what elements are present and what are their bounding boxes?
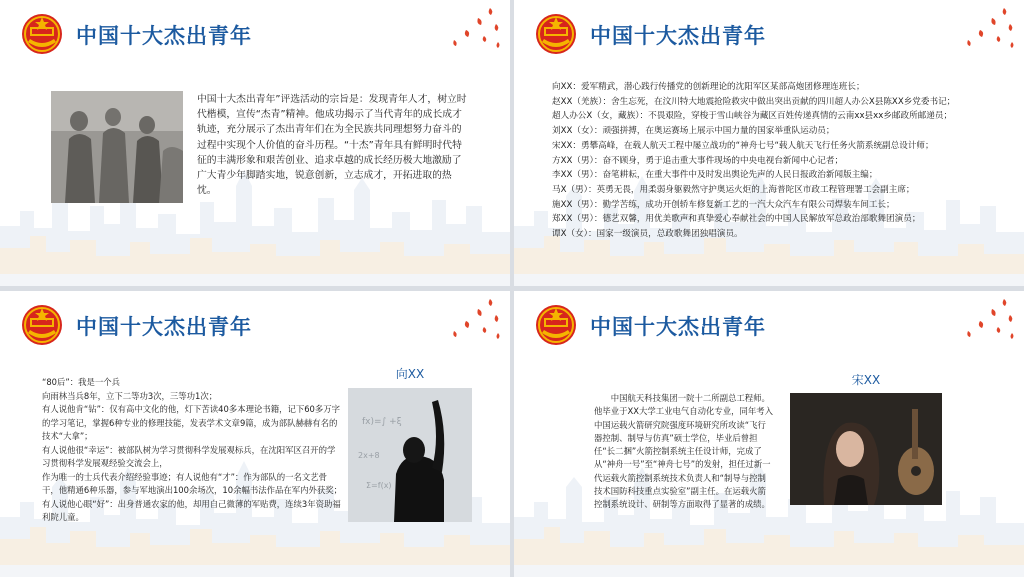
youth-league-emblem-icon	[534, 303, 578, 347]
list-item: 赵XX（羌族）：舍生忘死，在汶川特大地震抢险救灾中做出突出贡献的四川超人办公X县陈XX乡党委书记；	[552, 96, 956, 107]
maple-leaves-icon	[438, 295, 502, 343]
description-line: 作为唯一的士兵代表介绍经验事迹；有人说他有“才”：作为部队的一名文艺骨干，他精通6种乐器，参与军地演出100余场次，10余幅书法作品在军内外获奖；有人说他心眼“好”：出身普通农家的他，却用自己微薄的军贴费，连续3年资助福利院儿童。	[42, 471, 342, 522]
list-item: 马X（男）：英勇无畏，用柔弱身躯毅然守护奥运火炬的上海普陀区市政工程管理署工会副主席；	[552, 184, 915, 195]
intro-paragraph: 中国十大杰出青年”评选活动的宗旨是：发现青年人才，树立时代楷模，宣传“杰青”精神。他成功揭示了当代青年的成长成才轨迹，充分展示了杰出青年们在为全民族共同理想努力奋斗的过程中实现个人价值的奋斗历程。“十杰”青年具有鲜明时代特征的丰满形象和艰苦创业、追求卓越的成长经历极大地激励了广大青少年脚踏实地，锐意创新，立志成才，开拓进取的热忱。	[197, 94, 467, 197]
list-item: 郑XX（男）：德艺双馨，用优美歌声和真挚爱心奉献社会的中国人民解放军总政治部歌舞团演员；	[552, 214, 921, 225]
list-item: 向XX：爱军精武，潜心践行传播党的创新理论的沈阳军区某部高炮团修理连班长；	[552, 82, 865, 92]
slide-title: 中国十大杰出青年	[590, 24, 766, 48]
slide-title: 中国十大杰出青年	[76, 315, 252, 339]
slide-title: 中国十大杰出青年	[76, 24, 252, 48]
slide-2[interactable]	[514, 0, 1024, 286]
honoree-name: 向XX	[395, 367, 425, 381]
list-item: 谭X（女）：国家一级演员，总政歌舞团独唱演员。	[552, 229, 743, 240]
honoree-list	[552, 80, 992, 242]
slide-3[interactable]	[0, 291, 510, 577]
description-line: 向雨林当兵8年，立下二等功3次，三等功1次；	[42, 390, 218, 401]
svg-text:2x+8: 2x+8	[358, 451, 380, 460]
slide-1[interactable]	[0, 0, 510, 286]
description-line: 有人说他很“幸运”：被部队树为学习贯彻科学发展观标兵，在沈阳军区召开的学习贯彻科学发展观经验交流会上，	[42, 444, 336, 468]
list-item: 刘XX（女）：顽强拼搏，在奥运赛场上展示中国力量的国家举重队运动员；	[552, 126, 835, 137]
svg-text:fx)=∫ +ξ: fx)=∫ +ξ	[362, 417, 402, 427]
description-line: 有人说他肯“钻”：仅有高中文化的他，灯下苦读40多本理论书籍，记下60多万字的学习笔记，掌握6种专业的修理技能，发表学术文章9篇，成为部队赫赫有名的技术“大拿”；	[42, 404, 340, 441]
list-item: 李XX（男）：奋笔耕耘，在重大事件中及时发出舆论先声的人民日报政治新闻版主编；	[552, 170, 878, 181]
description-line: “80后”：我是一个兵	[42, 377, 120, 387]
list-item: 超人办公X（女，藏族）：不畏艰险，穿梭于雪山峡谷为藏区百姓传递真情的云南xx县xx乡邮政所邮递员；	[552, 111, 953, 122]
list-item: 宋XX：勇攀高峰，在载人航天工程中屡立战功的“神舟七号“载人航天飞行任务火箭系统副总设计师；	[552, 140, 934, 151]
list-item: 施XX（男）：勤学苦练，成功开创轿车修复新工艺的一汽大众汽车有限公司焊装车间工长；	[552, 199, 895, 210]
maple-leaves-icon	[952, 4, 1016, 52]
honoree-description	[42, 376, 342, 525]
slide-title: 中国十大杰出青年	[590, 315, 766, 339]
youth-league-emblem-icon	[534, 12, 578, 56]
honoree-name: 宋XX	[851, 373, 881, 387]
portrait-photo	[348, 388, 472, 522]
maple-leaves-icon	[952, 295, 1016, 343]
list-item: 方XX（男）：奋不顾身，勇于追击重大事件现场的中央电视台新闻中心记者；	[552, 155, 844, 166]
slide-4[interactable]	[514, 291, 1024, 577]
portrait-photo	[790, 393, 942, 505]
sculpture-photo	[51, 91, 183, 203]
svg-text:Σ=f(x): Σ=f(x)	[366, 481, 392, 490]
youth-league-emblem-icon	[20, 303, 64, 347]
maple-leaves-icon	[438, 4, 502, 52]
youth-league-emblem-icon	[20, 12, 64, 56]
honoree-description: 中国航天科技集团一院十二所副总工程师。他毕业于XX大学工业电气自动化专业，同年考入中国运载火箭研究院强度环境研究所攻读“飞行器控制、制导与仿真”硕士学位，毕业后曾担任“长二捆”火箭控制系统主任设计师，完成了从“神舟一号”至“神舟七号”的发射，担任过新一代运载火箭控制系统技术负责人和“制导与控制技术国防科技重点实验室”副主任。在运载火箭控制系统设计、研制等方面取得了显著的成绩。	[594, 393, 773, 510]
